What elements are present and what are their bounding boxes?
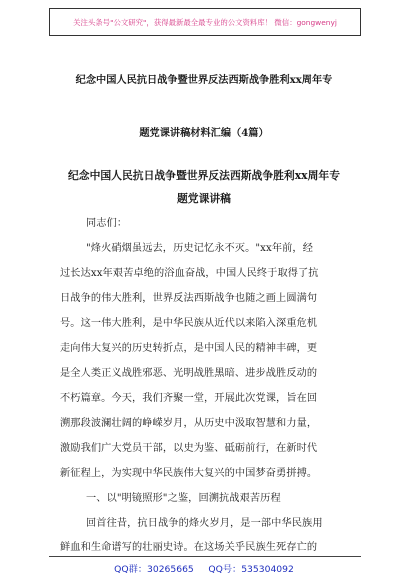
paragraph-line: 回首往昔，抗日战争的烽火岁月，是一部中华民族用	[86, 518, 323, 529]
paragraph-line: 是全人类正义战胜邪恶、光明战胜黑暗、进步战胜反动的	[60, 368, 318, 379]
paragraph-line: "烽火硝烟虽远去，历史记忆永不灭。"xx年前，经	[86, 243, 314, 254]
collection-title-line1: 纪念中国人民抗日战争暨世界反法西斯战争胜利xx周年专	[75, 74, 333, 86]
salutation: 同志们：	[86, 218, 128, 229]
paragraph-line: 激励我们广大党员干部，以史为鉴、砥砺前行，在新时代	[60, 443, 318, 454]
paragraph-line: 日战争的伟大胜利，世界反法西斯战争也随之画上圆满句	[60, 293, 318, 304]
paragraph-line: 过长达xx年艰苦卓绝的浴血奋战，中国人民终于取得了抗	[60, 268, 319, 279]
footer-contact: QQ群：30265665 QQ号：535304092	[114, 564, 294, 575]
article-title-line1: 纪念中国人民抗日战争暨世界反法西斯战争胜利xx周年专	[68, 169, 340, 182]
collection-title-line2: 题党课讲稿材料汇编（4篇）	[139, 127, 269, 139]
paragraph-line: 走向伟大复兴的历史转折点，是中国人民的精神丰碑，更	[60, 343, 318, 354]
paragraph-line: 新征程上，为实现中华民族伟大复兴的中国梦奋勇拼搏。	[60, 468, 318, 479]
paragraph-line: 鲜血和生命谱写的壮丽史诗。在这场关乎民族生死存亡的	[60, 542, 318, 553]
footer-divider	[49, 556, 361, 557]
section-heading: 一、以"明镜照形"之鉴，回溯抗战艰苦历程	[86, 493, 281, 504]
paragraph-line: 溯那段波澜壮阔的峥嵘岁月，从历史中汲取智慧和力量，	[60, 418, 318, 429]
paragraph-line: 不朽篇章。今天，我们齐聚一堂，开展此次党课，旨在回	[60, 393, 318, 404]
paragraph-line: 号。这一伟大胜利，是中华民族从近代以来陷入深重危机	[60, 318, 318, 329]
banner-text: 关注头条号"公文研究"，获得最新最全最专业的公文资料库！ 微信：gongwenyj	[73, 17, 337, 27]
article-title-line2: 题党课讲稿	[177, 192, 231, 205]
top-banner	[49, 8, 361, 36]
